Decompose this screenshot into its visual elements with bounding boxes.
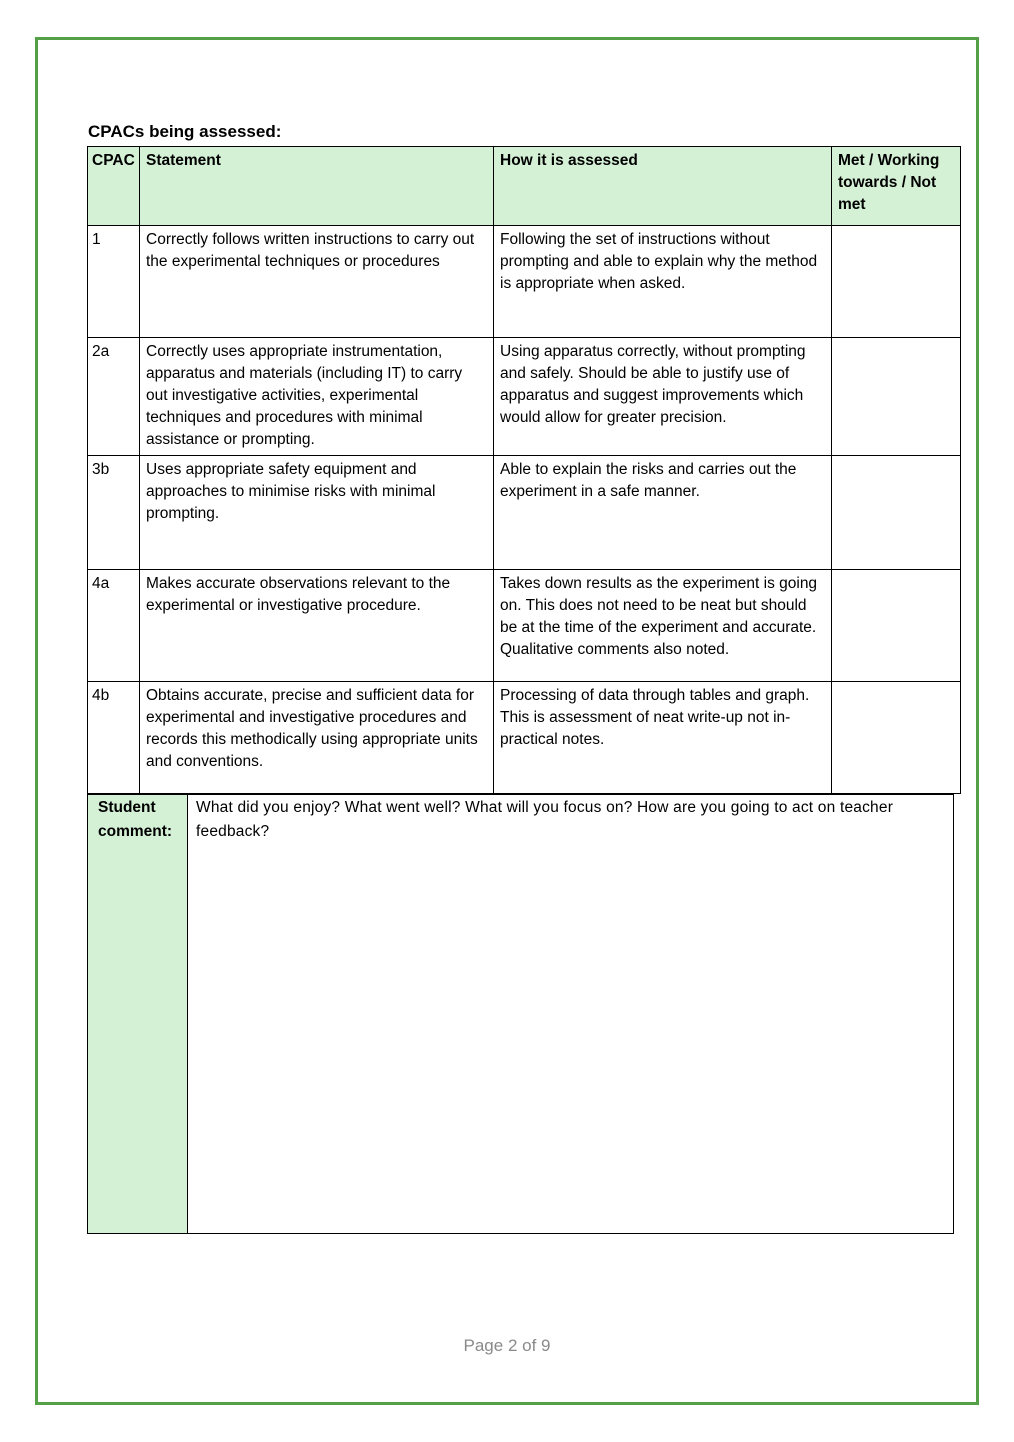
- table-row: [88, 682, 961, 794]
- page-number: Page 2 of 9: [463, 1336, 551, 1355]
- header-statement: Statement: [140, 147, 494, 226]
- table-row: [88, 456, 961, 570]
- status-cell[interactable]: [832, 338, 961, 456]
- assessment-cell: Able to explain the risks and carries out the experiment in a safe manner.: [494, 456, 832, 570]
- table-header-row: [88, 147, 961, 226]
- statement-cell: Correctly uses appropriate instrumentation, apparatus and materials (including IT) to carry out investigative activities, experimental techniques and procedures with minimal assistance or prompting.: [140, 338, 494, 456]
- statement-cell: Correctly follows written instructions to carry out the experimental techniques or procedures: [140, 226, 494, 338]
- assessment-cell: Takes down results as the experiment is going on. This does not need to be neat but should be at the time of the experiment and accurate. Qualitative comments also noted.: [494, 570, 832, 682]
- assessment-cell: Using apparatus correctly, without prompting and safely. Should be able to justify use of apparatus and suggest improvements which would allow for greater precision.: [494, 338, 832, 456]
- status-cell[interactable]: [832, 682, 961, 794]
- status-cell[interactable]: [832, 456, 961, 570]
- header-how-assessed: How it is assessed: [494, 147, 832, 226]
- assessment-cell: Processing of data through tables and graph. This is assessment of neat write-up not in-practical notes.: [494, 682, 832, 794]
- status-cell[interactable]: [832, 570, 961, 682]
- cpac-table: [87, 146, 961, 794]
- table-row: [88, 570, 961, 682]
- status-cell[interactable]: [832, 226, 961, 338]
- student-comment-table: [87, 794, 954, 1234]
- table-row: [88, 338, 961, 456]
- statement-cell: Uses appropriate safety equipment and approaches to minimise risks with minimal prompting.: [140, 456, 494, 570]
- table-row: [88, 226, 961, 338]
- student-comment-field[interactable]: What did you enjoy? What went well? What will you focus on? How are you going to act on teacher feedback?: [188, 795, 954, 1234]
- cpac-code: 3b: [88, 456, 140, 570]
- section-heading: CPACs being assessed:: [88, 122, 282, 141]
- student-comment-label: Student comment:: [88, 795, 188, 1234]
- cpac-code: 4b: [88, 682, 140, 794]
- cpac-code: 4a: [88, 570, 140, 682]
- header-status: Met / Working towards / Not met: [832, 147, 961, 226]
- cpac-code: 1: [88, 226, 140, 338]
- header-cpac: CPAC: [88, 147, 140, 226]
- cpac-code: 2a: [88, 338, 140, 456]
- statement-cell: Obtains accurate, precise and sufficient data for experimental and investigative procedures and records this methodically using appropriate units and conventions.: [140, 682, 494, 794]
- assessment-cell: Following the set of instructions without prompting and able to explain why the method is appropriate when asked.: [494, 226, 832, 338]
- statement-cell: Makes accurate observations relevant to the experimental or investigative procedure.: [140, 570, 494, 682]
